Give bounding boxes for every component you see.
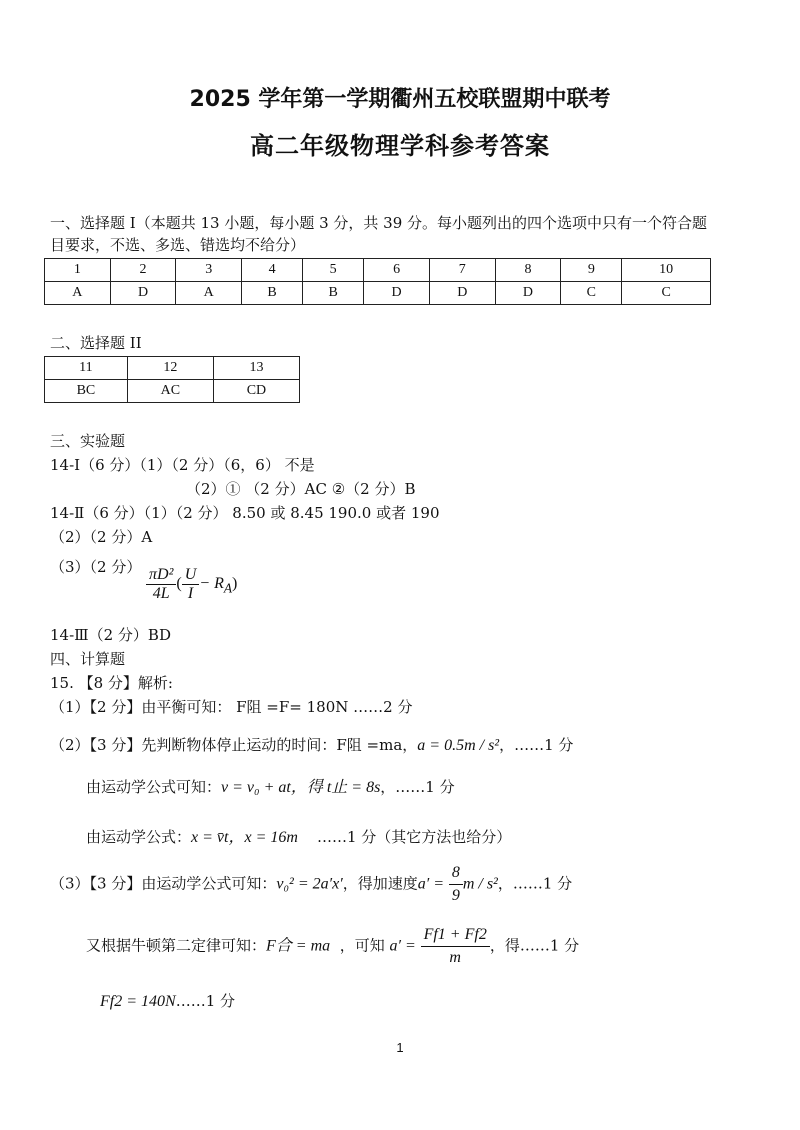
section1-number-row: [45, 259, 711, 282]
formula-inner-fraction: [182, 566, 200, 603]
q15-part2-step3: [86, 826, 511, 849]
answer-cell: C: [561, 282, 622, 305]
part3-text2: ，得加速度: [342, 874, 418, 893]
question-number-cell: 9: [561, 259, 622, 282]
section1-heading-line2: 目要求，不选、多选、错选均不给分）: [50, 236, 306, 254]
question-number-cell: 4: [242, 259, 303, 282]
result-score: ……1 分: [175, 992, 235, 1010]
newton-fraction: [421, 924, 490, 969]
answer-cell: AC: [127, 380, 213, 403]
q14-1-line1: 14-Ⅰ（6 分）（1）（2 分）（6，6） 不是: [50, 456, 315, 474]
q15-part2-text: （2）【3 分】先判断物体停止运动的时间：F阻 =ma，: [50, 736, 418, 754]
section2-answer-row: [45, 380, 300, 403]
inner-denominator: I: [187, 585, 194, 602]
q15-part3: [50, 862, 572, 907]
answer-cell: D: [429, 282, 495, 305]
q15-part2-score: ，……1 分: [499, 736, 574, 754]
question-number-cell: 8: [495, 259, 561, 282]
formula-fraction: [146, 566, 176, 603]
fraction-numerator: 8: [449, 862, 463, 885]
part3-math: v₀² = 2a′x′: [276, 875, 343, 893]
newton-score: ，得……1 分: [489, 936, 580, 955]
newton-math: F合 = ma: [266, 937, 331, 955]
q14-1-line2: （2）① （2 分）AC ②（2 分）B: [186, 480, 416, 498]
part3-fraction: [449, 862, 463, 907]
question-number-cell: 6: [364, 259, 430, 282]
question-number-cell: 7: [429, 259, 495, 282]
answer-cell: A: [176, 282, 242, 305]
formula-subscript: A: [223, 580, 232, 596]
section3-heading: 三、实验题: [50, 432, 126, 450]
answer-key-subtitle: 高二年级物理学科参考答案: [250, 132, 550, 160]
section1-answer-table: [44, 258, 711, 305]
question-number-cell: 10: [622, 259, 711, 282]
step2-math: v = v₀ + at，得 t止 = 8s: [221, 779, 381, 796]
answer-cell: B: [242, 282, 303, 305]
step2-score: ，……1 分: [380, 778, 455, 796]
answer-cell: C: [622, 282, 711, 305]
step3-score: ……1 分（其它方法也给分）: [317, 828, 512, 846]
page-number: 1: [396, 1040, 404, 1055]
q14-2-line2: （2）（2 分）A: [50, 528, 153, 546]
q14-2-formula: $\frac{\text{πD²}}{4L}$ ( $\frac{U}{I}$ − $R_A$): [146, 566, 237, 603]
answer-cell: A: [45, 282, 111, 305]
question-number-cell: 2: [110, 259, 176, 282]
section1-answer-row: [45, 282, 711, 305]
q14-2-line3: （3）（2 分）: [50, 558, 142, 576]
exam-title: 2025 学年第一学期衢州五校联盟期中联考: [189, 87, 611, 112]
question-number-cell: 12: [127, 357, 213, 380]
answer-cell: D: [110, 282, 176, 305]
fraction-numerator: πD²: [146, 566, 176, 585]
question-number-cell: 1: [45, 259, 111, 282]
step2-text: 由运动学公式可知：: [86, 778, 222, 796]
inner-numerator: U: [182, 566, 200, 585]
part3-score: ，……1 分: [497, 874, 573, 893]
fraction-denominator: 4L: [152, 585, 170, 602]
fraction-denominator: m: [449, 949, 461, 966]
formula-tail: − R: [199, 575, 224, 593]
section4-heading: 四、计算题: [50, 650, 126, 668]
answer-cell: CD: [213, 380, 299, 403]
q15-part2-step2: [86, 776, 455, 799]
q15-part2: [50, 734, 573, 757]
part3-unit: m / s²: [462, 875, 498, 893]
answer-cell: D: [495, 282, 561, 305]
section2-heading: 二、选择题 II: [50, 334, 142, 352]
section1-heading-line1: 一、选择题 I（本题共 13 小题，每小题 3 分，共 39 分。每小题列出的四个选项中只有一个符合题: [50, 214, 708, 232]
question-number-cell: 5: [303, 259, 364, 282]
newton-text: 又根据牛顿第二定律可知：: [86, 936, 267, 955]
question-number-cell: 11: [45, 357, 128, 380]
step3-math: x = v̄t，x = 16m: [191, 829, 298, 846]
answer-cell: B: [303, 282, 364, 305]
step3-text: 由运动学公式：: [86, 828, 192, 846]
section2-number-row: [45, 357, 300, 380]
part3-text: （3）【3 分】由运动学公式可知：: [50, 874, 277, 893]
q14-2-line1: 14-Ⅱ（6 分）（1）（2 分） 8.50 或 8.45 190.0 或者 190: [50, 504, 440, 522]
q15-heading: 15. 【8 分】解析:: [50, 674, 173, 692]
answer-cell: D: [364, 282, 430, 305]
newton-text2: ，可知: [339, 936, 385, 955]
q14-3-line: 14-Ⅲ（2 分）BD: [50, 626, 171, 644]
q15-part3-result: [100, 990, 235, 1013]
q15-part3-step2: [86, 924, 579, 969]
fraction-numerator: Ff1 + Ff2: [421, 924, 490, 947]
section2-answer-table: [44, 356, 300, 403]
result-math: Ff2 = 140N: [100, 993, 176, 1010]
answer-cell: BC: [45, 380, 128, 403]
question-number-cell: 3: [176, 259, 242, 282]
fraction-denominator: 9: [451, 887, 460, 904]
part3-math2: a′ =: [417, 875, 445, 893]
newton-math2: a′ =: [389, 937, 416, 955]
q15-part1: （1）【2 分】由平衡可知： F阻 =F= 180N ……2 分: [50, 698, 413, 716]
q15-part2-math: a = 0.5m / s²: [417, 737, 500, 754]
question-number-cell: 13: [213, 357, 299, 380]
